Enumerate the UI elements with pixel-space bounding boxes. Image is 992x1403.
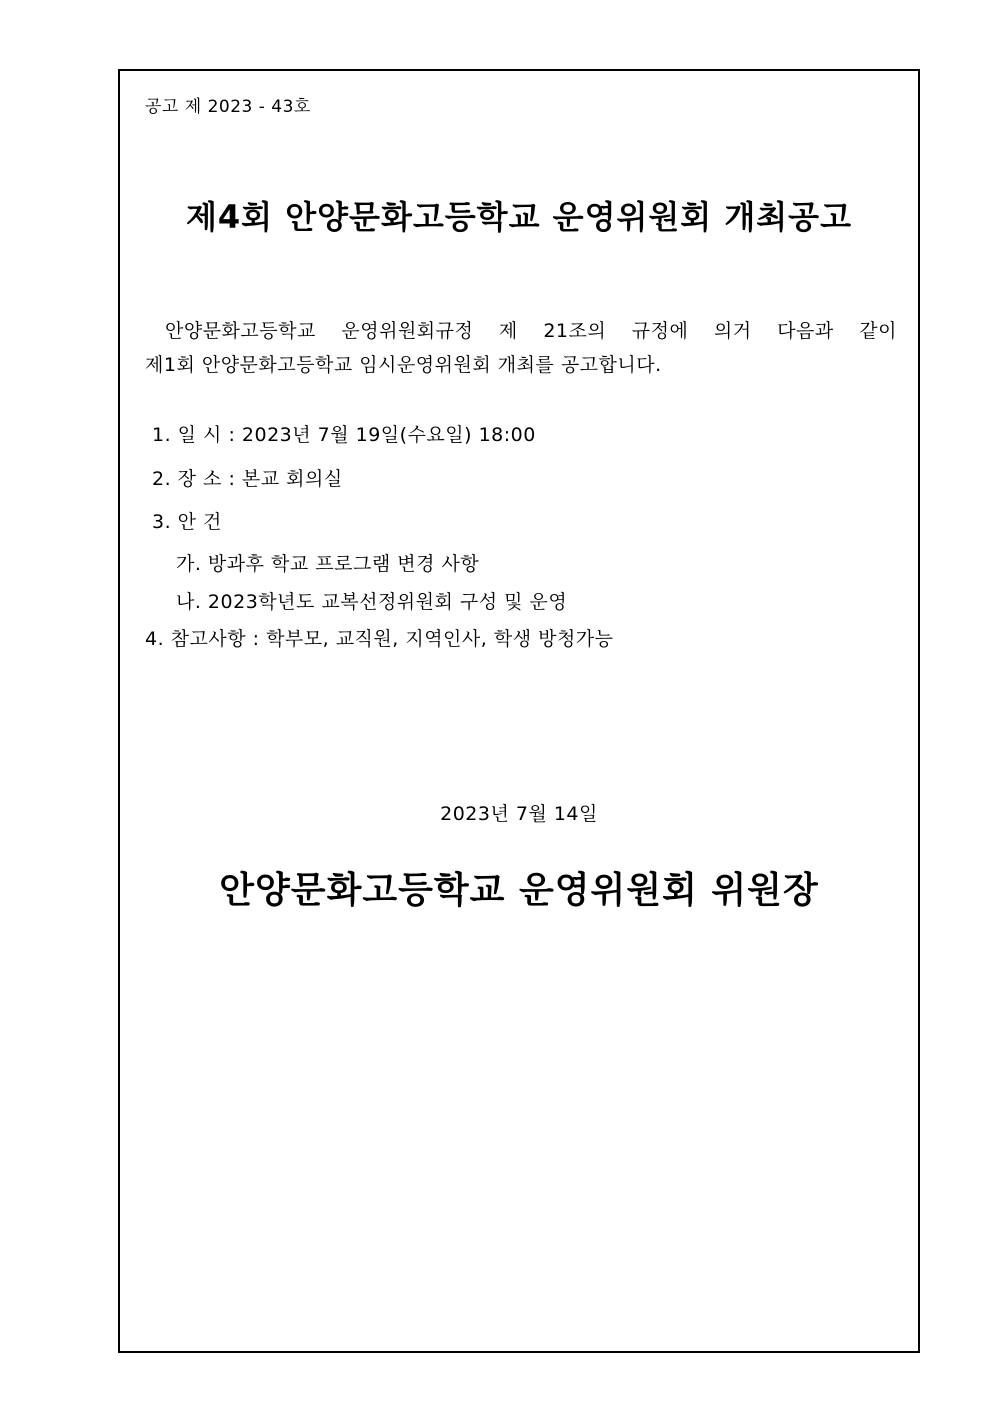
agenda-item-a: 가. 방과후 학교 프로그램 변경 사항 <box>176 553 480 575</box>
item-place: 2. 장 소 : 본교 회의실 <box>152 468 343 490</box>
document-date: 2023년 7월 14일 <box>440 803 598 825</box>
item-datetime: 1. 일 시 : 2023년 7월 19일(수요일) 18:00 <box>152 424 536 446</box>
item-reference: 4. 참고사항 : 학부모, 교직원, 지역인사, 학생 방청가능 <box>145 628 614 650</box>
document-frame <box>118 69 920 1353</box>
document-title: 제4회 안양문화고등학교 운영위원회 개최공고 <box>185 198 853 236</box>
notice-number: 공고 제 2023 - 43호 <box>145 97 311 117</box>
intro-line-1: 안양문화고등학교 운영위원회규정 제 21조의 규정에 의거 다음과 같이 <box>165 320 897 342</box>
intro-paragraph <box>145 314 897 382</box>
intro-line-2: 제1회 안양문화고등학교 임시운영위원회 개최를 공고합니다. <box>145 354 662 376</box>
item-agenda: 3. 안 건 <box>152 511 222 533</box>
agenda-item-b: 나. 2023학년도 교복선정위원회 구성 및 운영 <box>176 591 568 613</box>
signature: 안양문화고등학교 운영위원회 위원장 <box>219 870 819 911</box>
